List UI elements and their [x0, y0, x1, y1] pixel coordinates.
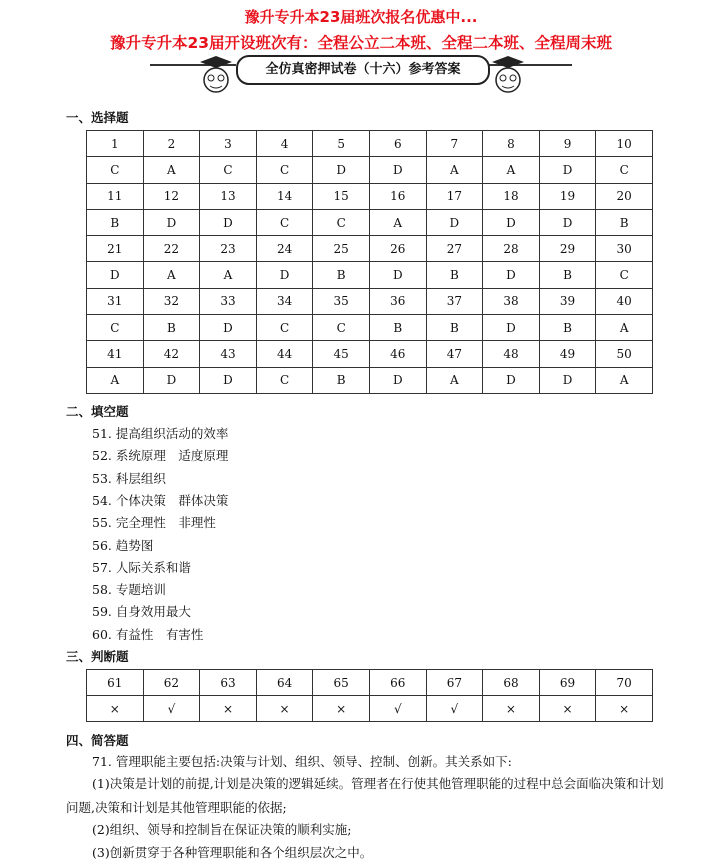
question-number-cell: 68 — [483, 670, 540, 696]
table-row — [87, 262, 653, 288]
answer-cell: C — [87, 315, 144, 341]
question-number-cell: 42 — [143, 341, 200, 367]
answer-cell: B — [313, 262, 370, 288]
answer-cell: A — [596, 315, 653, 341]
answer-cell: D — [539, 367, 596, 393]
question-number-cell: 62 — [143, 670, 200, 696]
answer-cell: D — [87, 262, 144, 288]
fill-answer-item: 54. 个体决策 群体决策 — [92, 492, 229, 508]
answer-cell: × — [87, 696, 144, 722]
section-heading-fill: 二、填空题 — [66, 404, 129, 419]
answer-cell: √ — [143, 696, 200, 722]
question-number-cell: 39 — [539, 288, 596, 314]
section-heading-judge: 三、判断题 — [66, 649, 129, 664]
answer-cell: × — [483, 696, 540, 722]
question-number-cell: 36 — [369, 288, 426, 314]
question-number-cell: 16 — [369, 183, 426, 209]
question-number-cell: 49 — [539, 341, 596, 367]
question-number-cell: 20 — [596, 183, 653, 209]
question-number-cell: 19 — [539, 183, 596, 209]
answer-cell: B — [539, 315, 596, 341]
answer-cell: √ — [369, 696, 426, 722]
question-number-cell: 63 — [200, 670, 257, 696]
answer-cell: A — [483, 157, 540, 183]
answer-cell: B — [143, 315, 200, 341]
answer-cell: B — [87, 209, 144, 235]
answer-cell: D — [426, 209, 483, 235]
question-number-cell: 48 — [483, 341, 540, 367]
scholar-mascot-left-icon — [196, 54, 236, 98]
question-number-cell: 6 — [369, 131, 426, 157]
question-number-cell: 14 — [256, 183, 313, 209]
choice-answer-table — [86, 130, 653, 394]
answer-cell: C — [256, 157, 313, 183]
table-row — [87, 131, 653, 157]
table-row — [87, 367, 653, 393]
answer-cell: D — [313, 157, 370, 183]
answer-cell: D — [483, 209, 540, 235]
question-number-cell: 37 — [426, 288, 483, 314]
table-row — [87, 157, 653, 183]
answer-cell: √ — [426, 696, 483, 722]
question-number-cell: 44 — [256, 341, 313, 367]
answer-cell: C — [87, 157, 144, 183]
answer-cell: A — [426, 367, 483, 393]
question-number-cell: 21 — [87, 236, 144, 262]
table-row — [87, 209, 653, 235]
question-number-cell: 41 — [87, 341, 144, 367]
answer-cell: A — [369, 209, 426, 235]
judge-answer-table — [86, 669, 653, 722]
table-row — [87, 696, 653, 722]
question-number-cell: 66 — [369, 670, 426, 696]
answer-cell: D — [483, 367, 540, 393]
table-row — [87, 288, 653, 314]
question-number-cell: 25 — [313, 236, 370, 262]
question-number-cell: 28 — [483, 236, 540, 262]
q71-point1: (1)决策是计划的前提,计划是决策的逻辑延续。管理者在行使其他管理职能的过程中总会面临决策和计划问题,决策和计划是其他管理职能的依据; — [66, 776, 664, 815]
answer-cell: C — [256, 209, 313, 235]
question-number-cell: 43 — [200, 341, 257, 367]
question-number-cell: 17 — [426, 183, 483, 209]
question-number-cell: 24 — [256, 236, 313, 262]
question-number-cell: 70 — [596, 670, 653, 696]
promo-banner-line1: 豫升专升本23届班次报名优惠中... — [244, 8, 478, 26]
answer-cell: C — [596, 262, 653, 288]
fill-answer-item: 58. 专题培训 — [92, 582, 166, 598]
question-number-cell: 26 — [369, 236, 426, 262]
fill-answer-item: 57. 人际关系和谐 — [92, 559, 191, 575]
answer-cell: D — [256, 262, 313, 288]
answer-cell: B — [539, 262, 596, 288]
question-number-cell: 7 — [426, 131, 483, 157]
answer-cell: A — [143, 262, 200, 288]
q71-point2: (2)组织、领导和控制旨在保证决策的顺利实施; — [92, 822, 352, 837]
answer-cell: A — [143, 157, 200, 183]
answer-cell: B — [596, 209, 653, 235]
question-number-cell: 10 — [596, 131, 653, 157]
table-row — [87, 183, 653, 209]
answer-cell: D — [143, 367, 200, 393]
answer-cell: × — [539, 696, 596, 722]
question-number-cell: 11 — [87, 183, 144, 209]
section-heading-choice: 一、选择题 — [66, 110, 129, 125]
answer-cell: D — [483, 262, 540, 288]
question-number-cell: 65 — [313, 670, 370, 696]
answer-cell: D — [483, 315, 540, 341]
answer-cell: D — [539, 157, 596, 183]
answer-cell: A — [200, 262, 257, 288]
answer-key-title: 全仿真密押试卷（十六）参考答案 — [236, 55, 490, 85]
question-number-cell: 9 — [539, 131, 596, 157]
answer-cell: B — [426, 315, 483, 341]
question-number-cell: 30 — [596, 236, 653, 262]
answer-cell: C — [596, 157, 653, 183]
question-number-cell: 2 — [143, 131, 200, 157]
answer-cell: B — [313, 367, 370, 393]
fill-answer-item: 60. 有益性 有害性 — [92, 626, 204, 642]
question-number-cell: 34 — [256, 288, 313, 314]
q71-intro: 71. 管理职能主要包括:决策与计划、组织、领导、控制、创新。其关系如下: — [92, 754, 512, 769]
answer-cell: C — [200, 157, 257, 183]
question-number-cell: 13 — [200, 183, 257, 209]
answer-cell: D — [539, 209, 596, 235]
question-number-cell: 45 — [313, 341, 370, 367]
question-number-cell: 64 — [256, 670, 313, 696]
section-heading-short: 四、简答题 — [66, 733, 129, 748]
question-number-cell: 46 — [369, 341, 426, 367]
question-number-cell: 23 — [200, 236, 257, 262]
question-number-cell: 5 — [313, 131, 370, 157]
question-number-cell: 61 — [87, 670, 144, 696]
answer-cell: C — [256, 315, 313, 341]
promo-banner-line2: 豫升专升本23届开设班次有：全程公立二本班、全程二本班、全程周末班 — [109, 34, 613, 52]
answer-cell: C — [313, 315, 370, 341]
answer-cell: B — [426, 262, 483, 288]
question-number-cell: 29 — [539, 236, 596, 262]
question-number-cell: 33 — [200, 288, 257, 314]
answer-cell: A — [596, 367, 653, 393]
fill-answer-item: 51. 提高组织活动的效率 — [92, 426, 229, 441]
fill-answer-item: 55. 完全理性 非理性 — [92, 515, 216, 531]
question-number-cell: 47 — [426, 341, 483, 367]
question-number-cell: 67 — [426, 670, 483, 696]
question-number-cell: 31 — [87, 288, 144, 314]
fill-answer-item: 59. 自身效用最大 — [92, 604, 191, 620]
question-number-cell: 1 — [87, 131, 144, 157]
answer-cell: C — [256, 367, 313, 393]
question-number-cell: 22 — [143, 236, 200, 262]
fill-answer-item: 56. 趋势图 — [92, 537, 154, 553]
scholar-mascot-right-icon — [488, 54, 528, 98]
question-number-cell: 27 — [426, 236, 483, 262]
answer-cell: × — [256, 696, 313, 722]
answer-cell: D — [143, 209, 200, 235]
fill-answer-item: 53. 科层组织 — [92, 470, 166, 486]
answer-cell: D — [200, 315, 257, 341]
answer-cell: A — [426, 157, 483, 183]
question-number-cell: 40 — [596, 288, 653, 314]
question-number-cell: 4 — [256, 131, 313, 157]
question-number-cell: 8 — [483, 131, 540, 157]
answer-cell: D — [200, 209, 257, 235]
answer-cell: × — [596, 696, 653, 722]
question-number-cell: 50 — [596, 341, 653, 367]
question-number-cell: 69 — [539, 670, 596, 696]
question-number-cell: 3 — [200, 131, 257, 157]
answer-cell: D — [369, 367, 426, 393]
answer-cell: D — [200, 367, 257, 393]
table-row — [87, 670, 653, 696]
answer-cell: C — [313, 209, 370, 235]
question-number-cell: 12 — [143, 183, 200, 209]
table-row — [87, 341, 653, 367]
question-number-cell: 18 — [483, 183, 540, 209]
fill-answer-item: 52. 系统原理 适度原理 — [92, 448, 229, 464]
question-number-cell: 15 — [313, 183, 370, 209]
answer-cell: A — [87, 367, 144, 393]
answer-cell: × — [313, 696, 370, 722]
answer-cell: D — [369, 157, 426, 183]
answer-cell: × — [200, 696, 257, 722]
answer-cell: B — [369, 315, 426, 341]
q71-point3: (3)创新贯穿于各种管理职能和各个组织层次之中。 — [92, 845, 373, 860]
question-number-cell: 32 — [143, 288, 200, 314]
table-row — [87, 236, 653, 262]
answer-cell: D — [369, 262, 426, 288]
table-row — [87, 315, 653, 341]
question-number-cell: 35 — [313, 288, 370, 314]
question-number-cell: 38 — [483, 288, 540, 314]
